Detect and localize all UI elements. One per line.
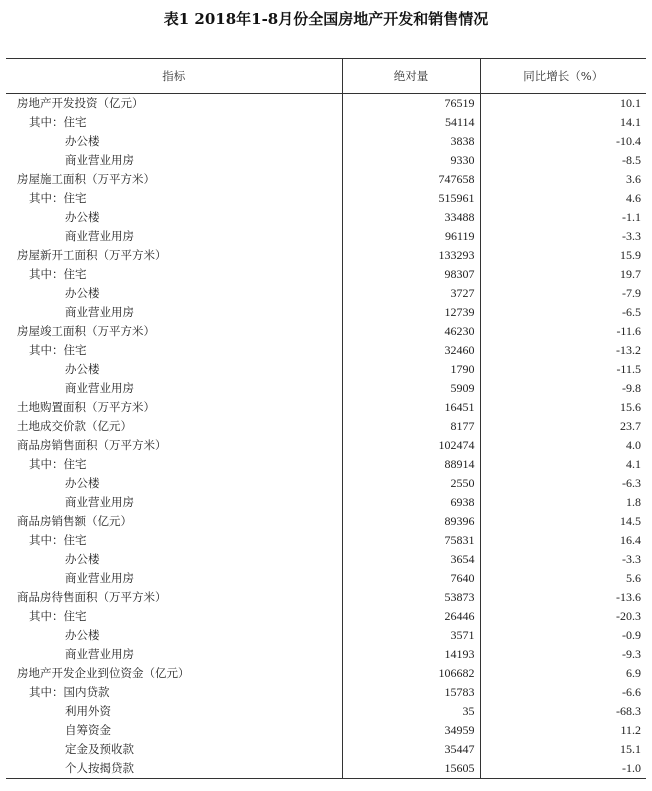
row-indicator: 其中：住宅 [6,607,342,626]
row-yoy-growth: -11.6 [616,324,641,338]
row-indicator: 房屋施工面积（万平方米） [6,170,342,189]
row-absolute-value: 133293 [342,246,480,265]
row-absolute-value: 34959 [342,721,480,740]
row-indicator: 商品房销售额（亿元） [6,512,342,531]
row-absolute-value: 16451 [342,398,480,417]
row-absolute-value: 15605 [342,759,480,779]
header-indicator: 指标 [6,59,342,94]
table-row [6,740,646,759]
row-indicator: 房地产开发企业到位资金（亿元） [6,664,342,683]
row-absolute-value: 3654 [342,550,480,569]
row-indicator: 商业营业用房 [6,227,342,246]
row-absolute-value: 7640 [342,569,480,588]
header-yoy: 同比增长（%） [480,59,646,94]
row-indicator: 土地购置面积（万平方米） [6,398,342,417]
row-absolute-value: 102474 [342,436,480,455]
row-yoy-growth: -10.4 [616,134,641,148]
row-indicator: 房屋新开工面积（万平方米） [6,246,342,265]
table-row [6,322,646,341]
row-yoy-growth: -11.5 [616,362,641,376]
row-yoy-growth: 16.4 [620,533,641,547]
table-row [6,170,646,189]
row-yoy-growth: -6.6 [622,685,641,699]
row-absolute-value: 88914 [342,455,480,474]
row-yoy-growth: -0.9 [622,628,641,642]
table-row [6,227,646,246]
row-absolute-value: 1790 [342,360,480,379]
row-indicator: 办公楼 [6,132,342,151]
row-yoy-growth: 4.6 [626,191,641,205]
header-absolute: 绝对量 [342,59,480,94]
row-indicator: 房地产开发投资（亿元） [6,94,342,114]
table-row [6,436,646,455]
row-yoy-growth: -8.5 [622,153,641,167]
row-indicator: 利用外资 [6,702,342,721]
table-row [6,721,646,740]
row-indicator: 其中：国内贷款 [6,683,342,702]
table-row [6,455,646,474]
row-indicator: 其中：住宅 [6,341,342,360]
row-absolute-value: 106682 [342,664,480,683]
row-absolute-value: 3727 [342,284,480,303]
row-indicator: 商业营业用房 [6,379,342,398]
row-absolute-value: 46230 [342,322,480,341]
row-yoy-growth: -20.3 [616,609,641,623]
row-indicator: 办公楼 [6,550,342,569]
row-absolute-value: 54114 [342,113,480,132]
table-row [6,94,646,114]
row-absolute-value: 26446 [342,607,480,626]
table-row [6,512,646,531]
row-yoy-growth: -3.3 [622,552,641,566]
table-row [6,208,646,227]
row-absolute-value: 75831 [342,531,480,550]
row-yoy-growth: -9.3 [622,647,641,661]
row-absolute-value: 35 [342,702,480,721]
row-indicator: 办公楼 [6,208,342,227]
table-row [6,379,646,398]
row-indicator: 商品房销售面积（万平方米） [6,436,342,455]
row-absolute-value: 515961 [342,189,480,208]
row-absolute-value: 96119 [342,227,480,246]
table-row [6,683,646,702]
row-indicator: 商品房待售面积（万平方米） [6,588,342,607]
table-row [6,284,646,303]
row-indicator: 房屋竣工面积（万平方米） [6,322,342,341]
table-row [6,360,646,379]
table-row [6,303,646,322]
table-row [6,569,646,588]
row-yoy-growth: -1.1 [622,210,641,224]
table-row [6,759,646,779]
table-row [6,474,646,493]
row-yoy-growth: 5.6 [626,571,641,585]
row-absolute-value: 5909 [342,379,480,398]
row-absolute-value: 98307 [342,265,480,284]
row-indicator: 土地成交价款（亿元） [6,417,342,436]
row-indicator: 定金及预收款 [6,740,342,759]
row-yoy-growth: 1.8 [626,495,641,509]
table-title: 表1 2018年1-8月份全国房地产开发和销售情况 [163,10,489,28]
table-header [6,59,646,94]
table-row [6,531,646,550]
table-row [6,189,646,208]
table-row [6,645,646,664]
table-body [6,94,646,779]
row-yoy-growth: 23.7 [620,419,641,433]
row-indicator: 商业营业用房 [6,151,342,170]
row-indicator: 办公楼 [6,626,342,645]
row-yoy-growth: 6.9 [626,666,641,680]
row-indicator: 其中：住宅 [6,265,342,284]
row-indicator: 其中：住宅 [6,113,342,132]
row-absolute-value: 2550 [342,474,480,493]
table-row [6,550,646,569]
statistics-table [6,58,646,779]
table-row [6,702,646,721]
table-row [6,588,646,607]
row-absolute-value: 8177 [342,417,480,436]
row-indicator: 个人按揭贷款 [6,759,342,779]
row-absolute-value: 76519 [342,94,480,114]
row-indicator: 其中：住宅 [6,189,342,208]
row-yoy-growth: -3.3 [622,229,641,243]
row-indicator: 自筹资金 [6,721,342,740]
row-absolute-value: 14193 [342,645,480,664]
row-absolute-value: 35447 [342,740,480,759]
row-absolute-value: 3571 [342,626,480,645]
table-row [6,246,646,265]
row-yoy-growth: -1.0 [480,759,646,779]
table-row [6,626,646,645]
row-indicator: 商业营业用房 [6,303,342,322]
row-absolute-value: 9330 [342,151,480,170]
table-row [6,265,646,284]
table-row [6,113,646,132]
row-indicator: 商业营业用房 [6,569,342,588]
row-yoy-growth: -6.3 [622,476,641,490]
row-yoy-growth: 10.1 [620,96,641,110]
row-absolute-value: 747658 [342,170,480,189]
row-absolute-value: 15783 [342,683,480,702]
row-yoy-growth: 4.0 [626,438,641,452]
table-row [6,664,646,683]
row-yoy-growth: -6.5 [622,305,641,319]
row-absolute-value: 89396 [342,512,480,531]
table-row [6,132,646,151]
row-yoy-growth: -7.9 [622,286,641,300]
table-row [6,341,646,360]
row-indicator: 办公楼 [6,360,342,379]
row-yoy-growth: 15.9 [620,248,641,262]
row-yoy-growth: -9.8 [622,381,641,395]
table-row [6,398,646,417]
table-row [6,151,646,170]
row-absolute-value: 6938 [342,493,480,512]
row-yoy-growth: 15.1 [620,742,641,756]
table-row [6,607,646,626]
row-indicator: 其中：住宅 [6,455,342,474]
row-yoy-growth: -68.3 [616,704,641,718]
row-yoy-growth: 11.2 [620,723,641,737]
row-indicator: 办公楼 [6,284,342,303]
row-indicator: 办公楼 [6,474,342,493]
row-indicator: 商业营业用房 [6,645,342,664]
row-absolute-value: 3838 [342,132,480,151]
row-indicator: 商业营业用房 [6,493,342,512]
row-yoy-growth: 15.6 [620,400,641,414]
row-yoy-growth: 14.5 [620,514,641,528]
header-row [6,59,646,94]
row-yoy-growth: -13.2 [616,343,641,357]
row-yoy-growth: -13.6 [616,590,641,604]
row-yoy-growth: 14.1 [620,115,641,129]
row-absolute-value: 12739 [342,303,480,322]
row-absolute-value: 33488 [342,208,480,227]
row-yoy-growth: 4.1 [626,457,641,471]
row-absolute-value: 53873 [342,588,480,607]
row-absolute-value: 32460 [342,341,480,360]
table-row [6,417,646,436]
row-indicator: 其中：住宅 [6,531,342,550]
table-row [6,493,646,512]
row-yoy-growth: 19.7 [620,267,641,281]
row-yoy-growth: 3.6 [626,172,641,186]
